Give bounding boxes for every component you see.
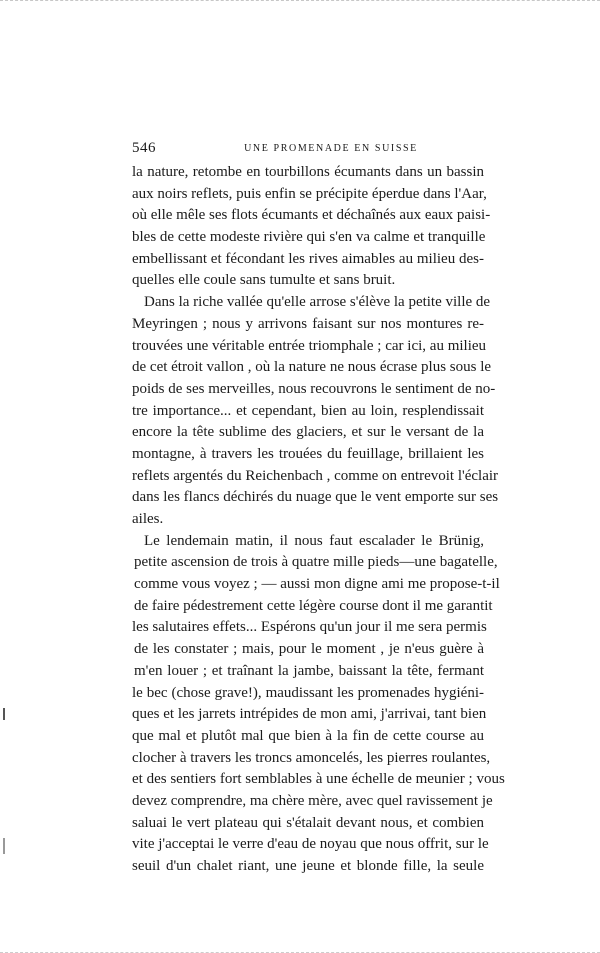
text-line: les salutaires effets... Espérons qu'un jour il me sera permis: [132, 619, 487, 636]
text-line: vite j'acceptai le verre d'eau de noyau que nous offrit, sur le: [132, 836, 489, 853]
running-title: UNE PROMENADE EN SUISSE: [244, 143, 418, 154]
text-line: saluai le vert plateau qui s'étalait devant nous, et combien: [132, 814, 484, 831]
text-line: et des sentiers fort semblables à une échelle de meunier ; vous: [132, 771, 505, 788]
text-line: ailes.: [132, 511, 164, 527]
page-number: 546: [132, 140, 156, 156]
top-edge-rule: [0, 0, 600, 9]
page-header: [132, 140, 484, 158]
text-line: seuil d'un chalet riant, une jeune et blonde fille, la seule: [132, 858, 484, 874]
text-line: dans les flancs déchirés du nuage que le vent emporte sur ses: [132, 489, 499, 506]
text-line: Dans la riche vallée qu'elle arrose s'élève la petite ville de: [144, 294, 491, 311]
text-line: encore la tête sublime des glaciers, et sur le versant de la: [132, 424, 484, 441]
margin-mark: [3, 708, 5, 720]
text-line: la nature, retombe en tourbillons écumants dans un bassin: [132, 164, 484, 180]
text-line: le bec (chose grave!), maudissant les promenades hygiéni-: [132, 684, 484, 701]
text-line: de les constater ; mais, pour le moment , je n'eus guère à: [134, 641, 484, 658]
text-line: aux noirs reflets, puis enfin se précipite éperdue dans l'Aar,: [132, 185, 487, 202]
text-line: poids de ses merveilles, nous recouvrons le sentiment de no-: [132, 380, 496, 397]
text-line: Meyringen ; nous y arrivons faisant sur nos montures re-: [132, 315, 484, 332]
text-line: comme vous voyez ; — aussi mon digne ami me propose-t-il: [134, 576, 500, 593]
text-line: bles de cette modeste rivière qui s'en va calme et tranquille: [132, 229, 486, 246]
text-line: de faire pédestrement cette légère course dont il me garantit: [134, 597, 493, 614]
text-line: que mal et plutôt mal que bien à la fin de cette course au: [132, 727, 484, 744]
text-line: montagne, à travers les trouées du feuillage, brillaient les: [132, 445, 484, 462]
text-line: reflets argentés du Reichenbach , comme on entrevoit l'éclair: [132, 467, 499, 484]
text-line: trouvées une véritable entrée triomphale ; car ici, au milieu: [132, 337, 487, 354]
text-line: où elle mêle ses flots écumants et déchaînés aux eaux paisi-: [132, 207, 491, 224]
text-line: tre importance... et cependant, bien au loin, resplendissait: [132, 402, 484, 419]
text-line: clocher à travers les troncs amoncelés, les pierres roulantes,: [132, 749, 491, 766]
text-line: de cet étroit vallon , où la nature ne nous écrase plus sous le: [132, 359, 492, 376]
bottom-edge-rule: [0, 946, 600, 953]
margin-mark: [3, 838, 5, 854]
text-line: petite ascension de trois à quatre mille pieds—une bagatelle,: [134, 554, 498, 571]
text-line: devez comprendre, ma chère mère, avec quel ravissement je: [132, 792, 493, 809]
body-text: [132, 162, 505, 878]
text-line: quelles elle coule sans tumulte et sans bruit.: [132, 272, 396, 289]
text-line: Le lendemain matin, il nous faut escalader le Brünig,: [144, 532, 484, 549]
text-line: ques et les jarrets intrépides de mon ami, j'arrivai, tant bien: [132, 706, 487, 723]
text-line: embellissant et fécondant les rives aimables au milieu des-: [132, 250, 484, 267]
text-line: m'en louer ; et traînant la jambe, baissant la tête, fermant: [134, 662, 484, 679]
